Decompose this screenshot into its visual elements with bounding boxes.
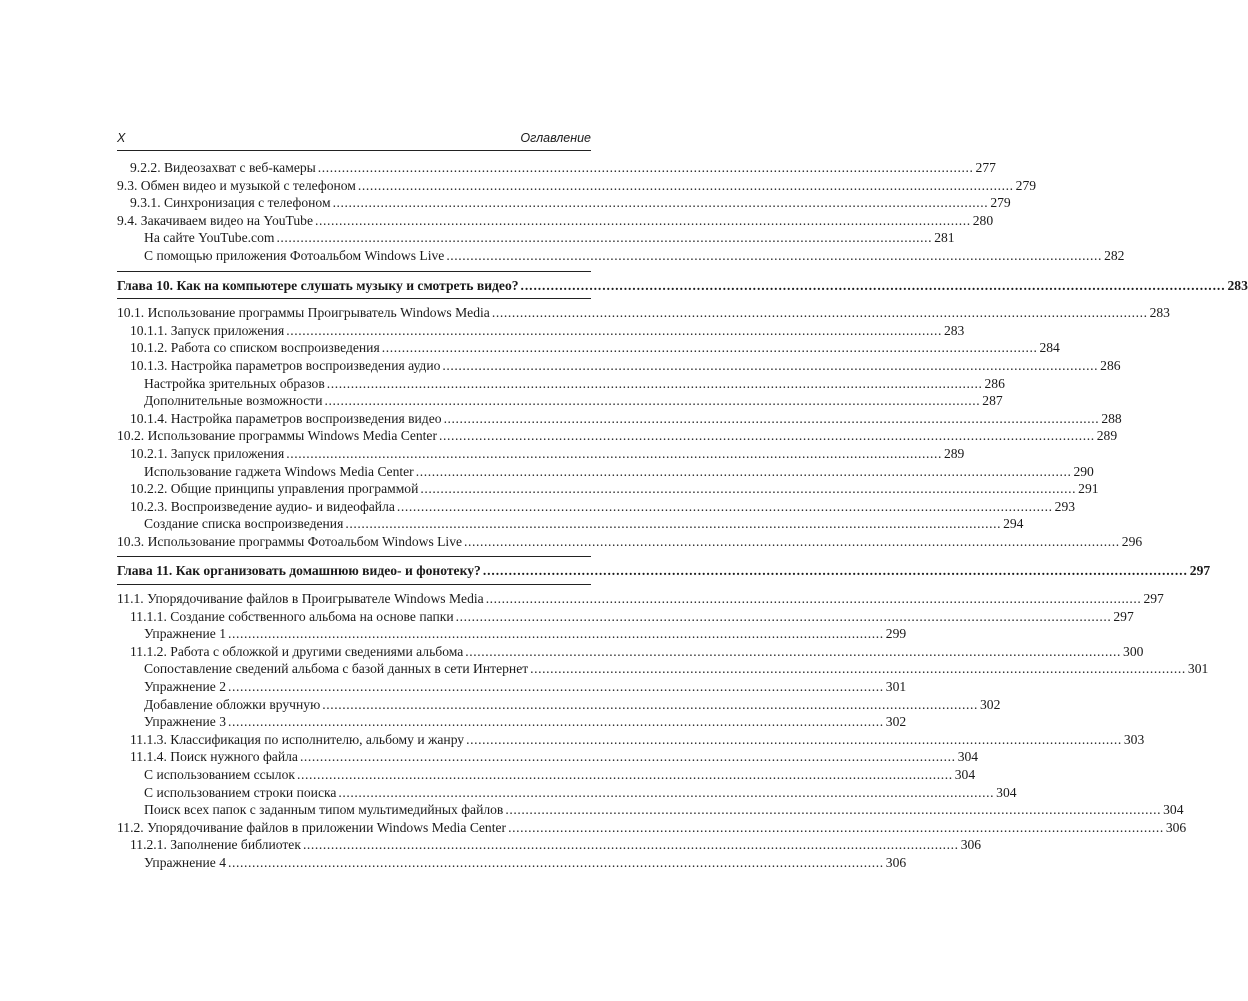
toc-page-number: 287 [982, 393, 1003, 409]
toc-leader-dots: .................................................................................................................................................................... [491, 305, 1148, 321]
toc-page-number: 304 [996, 784, 1017, 800]
toc-entry-title: 10.2.1. Запуск приложения [130, 445, 285, 461]
toc-entry-title: 9.4. Закачиваем видео на YouTube [117, 212, 313, 228]
toc-entry-title: Упражнение 3 [144, 714, 227, 730]
toc-leader-dots: .................................................................................................................................................................... [420, 481, 1077, 497]
toc-leader-dots: .................................................................................................................................................................... [443, 410, 1100, 426]
chapter-rule-bottom [117, 298, 591, 299]
toc-entry[interactable] [117, 357, 1121, 375]
toc-entry-title: 10.2.2. Общие принципы управления программой [130, 481, 419, 497]
toc-entry[interactable] [117, 660, 1209, 678]
toc-page-number: 289 [943, 445, 965, 461]
toc-entry-title: Добавление обложки вручную [144, 696, 321, 712]
toc-page-number: 283 [1227, 277, 1248, 293]
toc-leader-dots: .................................................................................................................................................................... [508, 819, 1164, 835]
toc-leader-dots: .................................................................................................................................................................... [228, 679, 884, 695]
toc-entry-title: 9.3. Обмен видео и музыкой с телефоном [117, 177, 356, 193]
toc-page-number: 286 [1100, 357, 1121, 373]
toc-leader-dots: .................................................................................................................................................................... [530, 661, 1186, 677]
toc-page-number: 301 [885, 679, 907, 695]
toc-entry-title: Дополнительные возможности [144, 393, 323, 409]
header-rule [117, 150, 591, 151]
toc-leader-dots: .................................................................................................................................................................... [381, 340, 1038, 356]
toc-leader-dots: .................................................................................................................................................................... [324, 393, 981, 409]
toc-entry[interactable] [117, 212, 994, 230]
toc-page-number: 282 [1104, 247, 1125, 263]
toc-page-number: 277 [975, 160, 996, 175]
toc-entry[interactable] [117, 339, 1060, 357]
toc-page-number: 291 [1078, 481, 1099, 497]
toc-page-number: 304 [1163, 802, 1184, 818]
toc-page-number: 304 [954, 767, 976, 782]
chapter-rule-top [117, 271, 591, 272]
toc-entry-title: С использованием ссылок [144, 767, 295, 782]
toc-entry-title: Упражнение 4 [144, 854, 227, 870]
toc-entry-title: 11.1. Упорядочивание файлов в Проигрывателе Windows Media [117, 591, 484, 607]
toc-entry[interactable] [117, 608, 1134, 626]
toc-entry-title: Сопоставление сведений альбома с базой данных в сети Интернет [144, 661, 529, 677]
toc-entry[interactable] [117, 247, 1125, 265]
toc-leader-dots: .................................................................................................................................................................... [302, 837, 959, 853]
toc-page-number: 284 [1039, 340, 1060, 356]
toc-page-number: 293 [1054, 498, 1076, 514]
toc-entry-title: 11.1.2. Работа с обложкой и другими сведениями альбома [130, 643, 464, 659]
toc-leader-dots: .................................................................................................................................................................... [455, 608, 1112, 624]
toc-leader-dots: .................................................................................................................................................................... [326, 375, 983, 391]
toc-page-number: 306 [960, 837, 982, 853]
toc-entry-title: 10.1. Использование программы Проигрыватель Windows Media [117, 305, 490, 321]
toc-page-number: 301 [1187, 661, 1209, 677]
toc-page-number: 288 [1101, 410, 1122, 426]
toc-leader-dots: .................................................................................................................................................................... [396, 498, 1053, 514]
toc-entry[interactable] [117, 229, 955, 247]
toc-entry[interactable] [117, 177, 1037, 195]
toc-entry-title: 10.3. Использование программы Фотоальбом Windows Live [117, 533, 463, 549]
toc-page-number: 297 [1113, 608, 1134, 624]
toc-page-number: 297 [1143, 591, 1164, 607]
toc-entry-title: С использованием строки поиска [144, 784, 337, 800]
toc-entry-title: 10.2. Использование программы Windows Media Center [117, 428, 437, 444]
toc-entry-title: 11.1.3. Классификация по исполнителю, альбому и жанру [130, 731, 465, 747]
toc-page-number: 306 [1165, 819, 1187, 835]
toc-entry[interactable] [117, 159, 996, 177]
toc-page-number: 303 [1123, 731, 1145, 747]
toc-leader-dots: .................................................................................................................................................................... [332, 195, 989, 211]
toc-page-number: 281 [934, 230, 955, 246]
toc-entry-title: Глава 10. Как на компьютере слушать музыку и смотреть видео? [117, 277, 519, 293]
toc-entry[interactable] [117, 819, 1187, 837]
running-title: Оглавление [520, 131, 591, 145]
toc-entry[interactable] [117, 643, 1144, 661]
toc-entry[interactable] [117, 515, 1024, 533]
toc-leader-dots: .................................................................................................................................................................... [296, 767, 953, 782]
running-header [117, 131, 591, 149]
toc-page-number: 302 [980, 696, 1001, 712]
toc-leader-dots: .................................................................................................................................................................... [286, 322, 942, 338]
toc-entry[interactable] [117, 625, 907, 643]
toc-leader-dots: .................................................................................................................................................................... [520, 277, 1226, 293]
toc-entry[interactable] [117, 766, 976, 784]
toc-entry[interactable] [117, 854, 907, 872]
toc-page-number: 297 [1189, 563, 1211, 579]
toc-entry[interactable] [117, 748, 979, 766]
toc-entry-title: 11.2. Упорядочивание файлов в приложении Windows Media Center [117, 819, 507, 835]
page-number-roman: X [117, 131, 126, 145]
toc-entry-title: 11.1.1. Создание собственного альбома на основе папки [130, 608, 454, 624]
toc-page-number: 279 [990, 195, 1011, 211]
toc-entry[interactable] [117, 713, 907, 731]
toc-page-number: 306 [885, 854, 907, 870]
toc-entry-title: Настройка зрительных образов [144, 375, 325, 391]
toc-leader-dots: .................................................................................................................................................................... [485, 591, 1142, 607]
table-of-contents [117, 159, 1248, 872]
toc-page-number: 300 [1123, 643, 1144, 659]
toc-leader-dots: .................................................................................................................................................................... [317, 160, 974, 175]
toc-entry[interactable] [117, 801, 1184, 819]
toc-entry[interactable] [117, 410, 1122, 428]
toc-leader-dots: .................................................................................................................................................................... [299, 749, 956, 765]
toc-entry-title: 10.2.3. Воспроизведение аудио- и видеофайла [130, 498, 395, 514]
toc-entry[interactable] [117, 427, 1118, 445]
toc-page-number: 299 [885, 626, 907, 642]
toc-page-number: 302 [885, 714, 907, 730]
toc-entry-title: 11.1.4. Поиск нужного файла [130, 749, 298, 765]
toc-leader-dots: .................................................................................................................................................................... [315, 212, 971, 228]
toc-entry-title: 9.2.2. Видеозахват с веб-камеры [130, 160, 316, 175]
toc-leader-dots: .................................................................................................................................................................... [286, 445, 942, 461]
toc-page-number: 290 [1073, 463, 1094, 479]
toc-leader-dots: .................................................................................................................................................................... [446, 247, 1103, 263]
toc-entry[interactable] [117, 533, 1143, 551]
toc-leader-dots: .................................................................................................................................................................... [228, 854, 884, 870]
toc-leader-dots: .................................................................................................................................................................... [345, 516, 1002, 532]
toc-entry[interactable] [117, 304, 1170, 322]
toc-entry-title: Поиск всех папок с заданным типом мультимедийных файлов [144, 802, 504, 818]
toc-leader-dots: .................................................................................................................................................................... [415, 463, 1072, 479]
toc-entry[interactable] [117, 392, 1003, 410]
toc-leader-dots: .................................................................................................................................................................... [482, 563, 1188, 579]
toc-entry-title: Использование гаджета Windows Media Center [144, 463, 414, 479]
chapter-rule-top [117, 556, 591, 557]
toc-entry-title: Упражнение 1 [144, 626, 227, 642]
toc-entry-title: С помощью приложения Фотоальбом Windows Live [144, 247, 445, 263]
toc-page-number: 286 [984, 375, 1005, 391]
toc-page-number: 283 [943, 322, 965, 338]
toc-page-number: 304 [957, 749, 979, 765]
toc-entry[interactable] [117, 678, 907, 696]
toc-leader-dots: .................................................................................................................................................................... [466, 731, 1122, 747]
toc-entry-title: Создание списка воспроизведения [144, 516, 344, 532]
toc-leader-dots: .................................................................................................................................................................... [464, 533, 1120, 549]
toc-page-number: 280 [972, 212, 994, 228]
toc-leader-dots: .................................................................................................................................................................... [276, 230, 933, 246]
toc-leader-dots: .................................................................................................................................................................... [465, 643, 1122, 659]
toc-entry[interactable] [117, 480, 1099, 498]
toc-chapter-entry[interactable] [117, 277, 1248, 295]
toc-leader-dots: .................................................................................................................................................................... [228, 714, 884, 730]
toc-entry-title: 11.2.1. Заполнение библиотек [130, 837, 301, 853]
toc-leader-dots: .................................................................................................................................................................... [357, 177, 1014, 193]
toc-page-number: 296 [1121, 533, 1143, 549]
toc-entry[interactable] [117, 696, 1001, 714]
toc-leader-dots: .................................................................................................................................................................... [505, 802, 1162, 818]
toc-entry[interactable] [117, 194, 1011, 212]
toc-leader-dots: .................................................................................................................................................................... [228, 626, 884, 642]
toc-entry-title: Упражнение 2 [144, 679, 227, 695]
toc-entry-title: 9.3.1. Синхронизация с телефоном [130, 195, 331, 211]
toc-leader-dots: .................................................................................................................................................................... [442, 357, 1099, 373]
toc-entry-title: На сайте YouTube.com [144, 230, 275, 246]
toc-leader-dots: .................................................................................................................................................................... [338, 784, 995, 800]
toc-page-number: 283 [1149, 305, 1170, 321]
toc-entry[interactable] [117, 375, 1005, 393]
toc-entry[interactable] [117, 322, 965, 340]
toc-chapter-entry[interactable] [117, 562, 1211, 580]
toc-entry-title: 10.1.1. Запуск приложения [130, 322, 285, 338]
toc-entry-title: Глава 11. Как организовать домашнюю видео- и фонотеку? [117, 563, 481, 579]
toc-entry[interactable] [117, 498, 1076, 516]
toc-page-number: 279 [1015, 177, 1037, 193]
toc-leader-dots: .................................................................................................................................................................... [322, 696, 978, 712]
chapter-rule-bottom [117, 584, 591, 585]
toc-entry[interactable] [117, 445, 965, 463]
toc-entry[interactable] [117, 836, 982, 854]
toc-page-number: 294 [1003, 516, 1024, 532]
toc-entry-title: 10.1.2. Работа со списком воспроизведения [130, 340, 380, 356]
toc-entry-title: 10.1.3. Настройка параметров воспроизведения аудио [130, 357, 441, 373]
toc-entry[interactable] [117, 590, 1164, 608]
toc-page-number: 289 [1096, 428, 1118, 444]
toc-leader-dots: .................................................................................................................................................................... [438, 428, 1095, 444]
toc-entry[interactable] [117, 731, 1145, 749]
toc-entry[interactable] [117, 784, 1017, 802]
toc-entry[interactable] [117, 463, 1094, 481]
toc-entry-title: 10.1.4. Настройка параметров воспроизведения видео [130, 410, 442, 426]
